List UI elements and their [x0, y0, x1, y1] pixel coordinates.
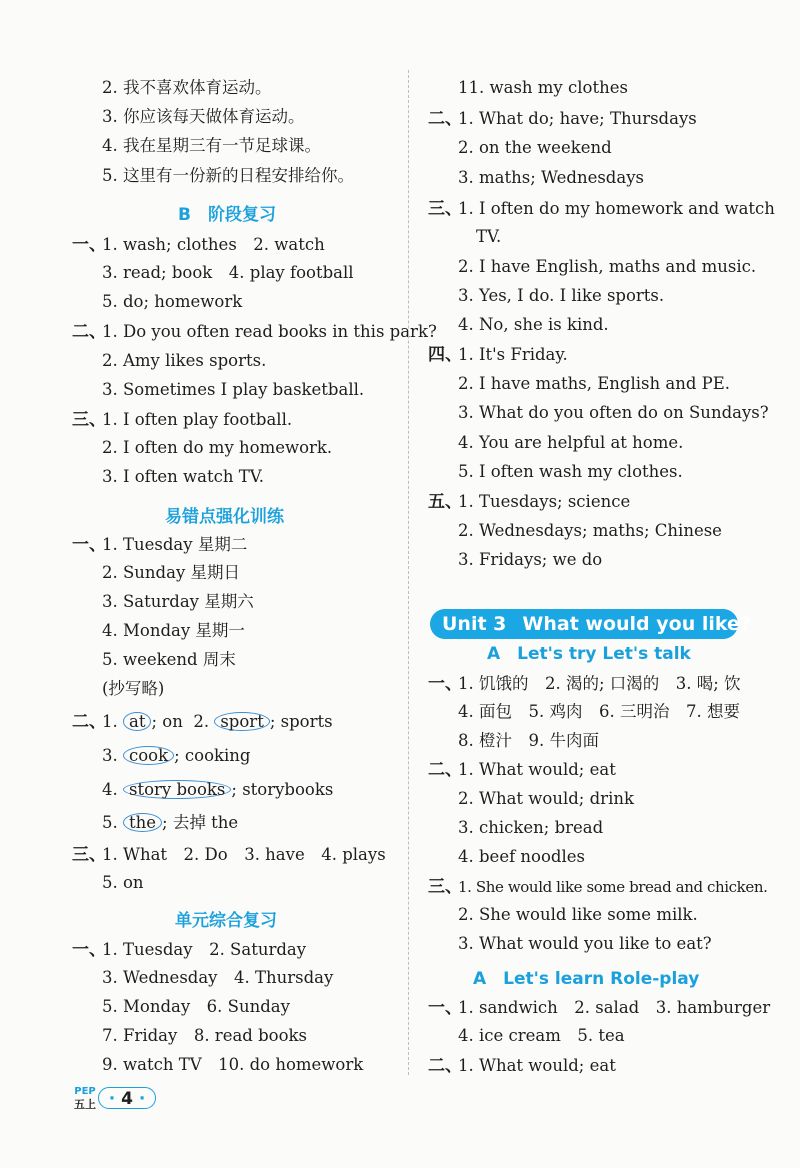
page-number: 4	[121, 1089, 133, 1109]
text-line: 4. 我在星期三有一节足球课。	[102, 136, 321, 155]
series-label: PEP	[74, 1086, 96, 1097]
question-prefix-three: 三、	[428, 199, 462, 219]
answer-line: 1. sandwich 2. salad 3. hamburger	[458, 998, 771, 1017]
answer-line: 3. What do you often do on Sundays?	[458, 403, 769, 422]
answer-line: 4. ice cream 5. tea	[458, 1026, 625, 1045]
question-prefix-one: 一、	[428, 998, 462, 1018]
correction-text: ; on	[151, 712, 183, 731]
grade-label: 五上	[74, 1098, 96, 1111]
question-prefix-two: 二、	[72, 712, 106, 732]
question-prefix-three: 三、	[72, 410, 106, 430]
answer-line: 3. Sometimes I play basketball.	[102, 380, 365, 399]
answer-line: 4. You are helpful at home.	[458, 433, 684, 452]
answer-line: 1. 饥饿的 2. 渴的; 口渴的 3. 喝; 饮	[458, 674, 741, 693]
answer-line: 2. Sunday 星期日	[102, 563, 241, 582]
answer-line: 5. on	[102, 873, 144, 892]
circled-word: sport	[214, 712, 269, 731]
answer-line: (抄写略)	[102, 679, 165, 698]
text-line: 5. 这里有一份新的日程安排给你。	[102, 166, 354, 185]
section-heading-lets-try: A Let's try Let's talk	[487, 644, 691, 664]
unit-title-banner	[430, 609, 751, 639]
answer-line-circled	[102, 813, 238, 833]
item-number: 5.	[102, 813, 118, 832]
answer-line: 1. It's Friday.	[458, 345, 568, 364]
question-prefix-one: 一、	[72, 940, 106, 960]
edition-badge	[72, 1085, 98, 1113]
answer-line: 1. I often play football.	[102, 410, 293, 429]
answer-line: 5. weekend 周末	[102, 650, 236, 669]
answer-line: 1. What would; eat	[458, 1056, 616, 1075]
answer-line: 3. Wednesday 4. Thursday	[102, 968, 334, 987]
item-number: 2.	[193, 712, 210, 731]
answer-line: 4. beef noodles	[458, 847, 585, 866]
answer-line: 4. Monday 星期一	[102, 621, 245, 640]
question-prefix-three: 三、	[428, 877, 462, 897]
question-prefix-one: 一、	[72, 235, 106, 255]
answer-line: 1. Tuesday 2. Saturday	[102, 940, 307, 959]
section-heading-unit-review: 单元综合复习	[175, 911, 277, 931]
answer-line: 7. Friday 8. read books	[102, 1026, 308, 1045]
answer-line: 5. Monday 6. Sunday	[102, 997, 290, 1016]
item-number: 3.	[102, 746, 118, 765]
item-number: 1.	[102, 712, 118, 731]
item-number: 4.	[102, 780, 118, 799]
answer-line: 2. She would like some milk.	[458, 905, 698, 924]
circled-word: at	[123, 712, 151, 731]
circled-word: the	[123, 813, 162, 832]
question-prefix-one: 一、	[72, 535, 106, 555]
question-prefix-two: 二、	[428, 109, 462, 129]
answer-line: 2. What would; drink	[458, 789, 634, 808]
answer-line-circled	[102, 780, 333, 800]
answer-line: 2. Wednesdays; maths; Chinese	[458, 521, 722, 540]
question-prefix-two: 二、	[72, 322, 106, 342]
answer-line: 11. wash my clothes	[458, 78, 628, 97]
correction-text: ; storybooks	[231, 780, 334, 799]
answer-line: 3. Fridays; we do	[458, 550, 603, 569]
answer-line: 1. Tuesdays; science	[458, 492, 631, 511]
section-heading-b-review: B 阶段复习	[178, 205, 276, 225]
answer-line: 4. 面包 5. 鸡肉 6. 三明治 7. 想要	[458, 702, 740, 721]
answer-line: 3. What would you like to eat?	[458, 934, 712, 953]
answer-line: 1. She would like some bread and chicken.	[458, 878, 768, 896]
answer-line: 2. I have maths, English and PE.	[458, 374, 731, 393]
text-line: 3. 你应该每天做体育运动。	[102, 107, 305, 126]
question-prefix-five: 五、	[428, 492, 462, 512]
answer-line: 9. watch TV 10. do homework	[102, 1055, 364, 1074]
page-number-badge: · 4 ·	[98, 1087, 156, 1109]
answer-line: 8. 橙汁 9. 牛肉面	[458, 731, 599, 750]
answer-line: 3. Yes, I do. I like sports.	[458, 286, 665, 305]
answer-line: 1. What would; eat	[458, 760, 616, 779]
question-prefix-three: 三、	[72, 845, 106, 865]
answer-line: 1. Tuesday 星期二	[102, 535, 248, 554]
correction-text: ; cooking	[174, 746, 251, 765]
circled-word: story books	[123, 780, 231, 799]
answer-line-circled	[102, 712, 333, 732]
question-prefix-one: 一、	[428, 674, 462, 694]
column-divider	[408, 70, 409, 1075]
answer-line-circled	[102, 746, 251, 766]
answer-line: 3. read; book 4. play football	[102, 263, 354, 282]
answer-line: 1. wash; clothes 2. watch	[102, 235, 325, 254]
answer-line: 1. What do; have; Thursdays	[458, 109, 697, 128]
answer-line: 2. Amy likes sports.	[102, 351, 267, 370]
unit-question: What would you like?	[522, 613, 751, 635]
answer-line: 3. I often watch TV.	[102, 467, 265, 486]
answer-line: 2. on the weekend	[458, 138, 612, 157]
answer-line: 3. maths; Wednesdays	[458, 168, 644, 187]
unit-number: Unit 3	[442, 613, 507, 635]
answer-line: TV.	[476, 227, 502, 246]
answer-line: 1. I often do my homework and watch	[458, 199, 775, 218]
question-prefix-four: 四、	[428, 345, 462, 365]
answer-line: 1. Do you often read books in this park?	[102, 322, 437, 341]
answer-line: 5. I often wash my clothes.	[458, 462, 683, 481]
question-prefix-two: 二、	[428, 1056, 462, 1076]
answer-line: 3. Saturday 星期六	[102, 592, 254, 611]
answer-line: 1. What 2. Do 3. have 4. plays	[102, 845, 386, 864]
correction-text: ; 去掉 the	[162, 813, 239, 832]
correction-text: ; sports	[269, 712, 333, 731]
question-prefix-two: 二、	[428, 760, 462, 780]
text-line: 2. 我不喜欢体育运动。	[102, 78, 272, 97]
answer-line: 5. do; homework	[102, 292, 243, 311]
answer-line: 3. chicken; bread	[458, 818, 604, 837]
section-heading-error-training: 易错点强化训练	[165, 507, 284, 527]
circled-word: cook	[123, 746, 174, 765]
section-heading-lets-learn: A Let's learn Role-play	[473, 969, 700, 989]
answer-line: 2. I often do my homework.	[102, 438, 333, 457]
answer-line: 4. No, she is kind.	[458, 315, 609, 334]
answer-line: 2. I have English, maths and music.	[458, 257, 757, 276]
